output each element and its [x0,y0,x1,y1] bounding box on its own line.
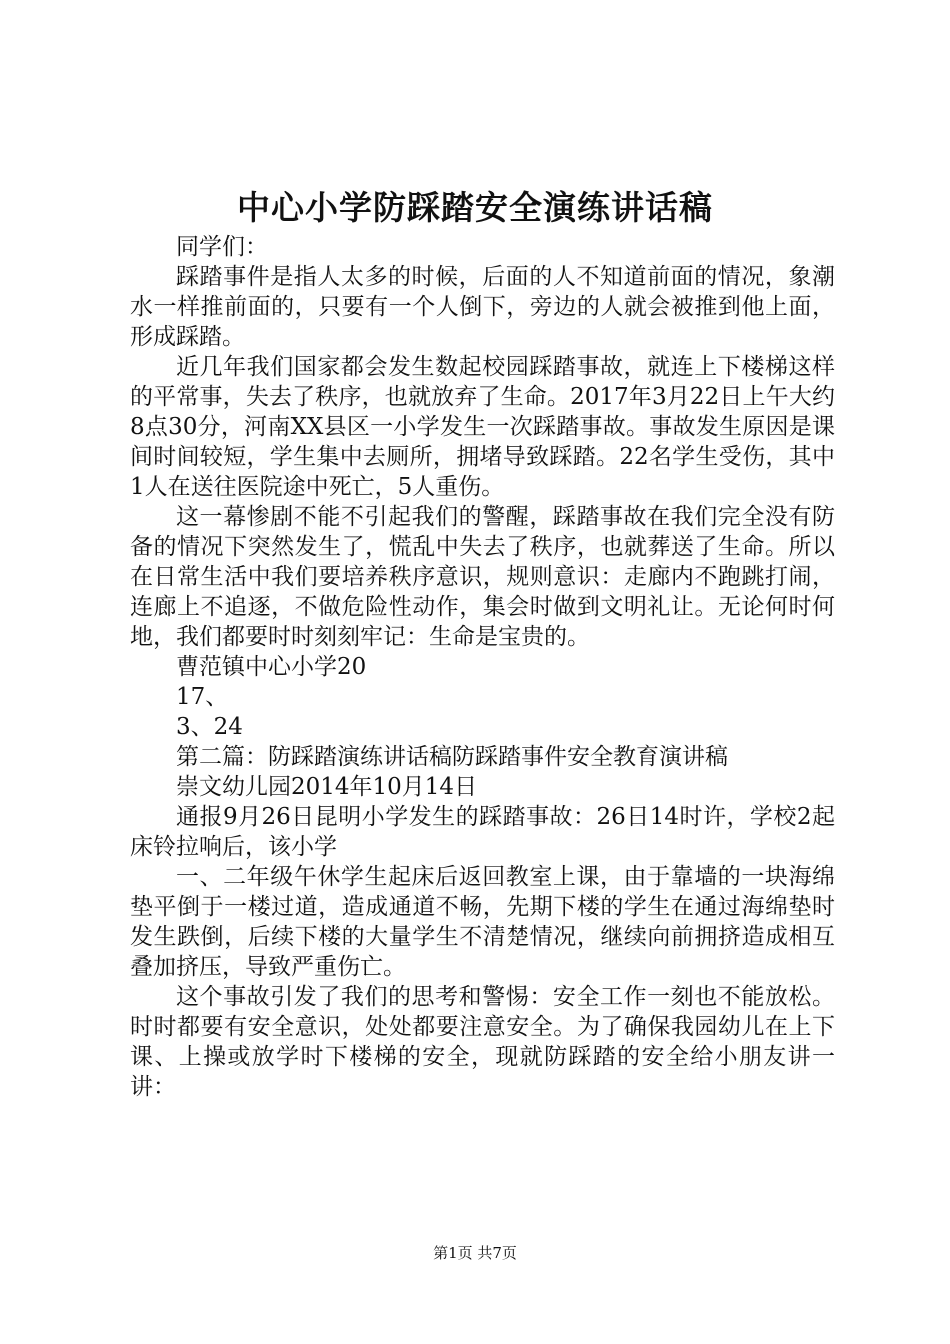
paragraph: 踩踏事件是指人太多的时候，后面的人不知道前面的情况，象潮水一样推前面的，只要有一个人倒下，旁边的人就会被推到他上面，形成踩踏。 [130,264,835,350]
page-footer: 第1页 共7页 [433,1244,517,1262]
paragraph: 第二篇：防踩踏演练讲话稿防踩踏事件安全教育演讲稿 [176,744,728,770]
paragraph: 曹范镇中心小学20 [176,654,367,680]
paragraph: 近几年我们国家都会发生数起校园踩踏事故，就连上下楼梯这样的平常事，失去了秩序，也就放弃了生命。2017年3月22日上午大约8点30分，河南XX县区一小学发生一次踩踏事故。事故发生原因是课间时间较短，学生集中去厕所，拥堵导致踩踏。22名学生受伤，其中1人在送往医院途中死亡，5人重伤。 [130,354,835,500]
paragraph: 17、 [176,684,229,710]
document-body [130,232,835,1102]
paragraph: 这个事故引发了我们的思考和警惕：安全工作一刻也不能放松。时时都要有安全意识，处处都要注意安全。为了确保我园幼儿在上下课、上操或放学时下楼梯的安全，现就防踩踏的安全给小朋友讲一讲： [130,984,835,1100]
paragraph: 这一幕惨剧不能不引起我们的警醒，踩踏事故在我们完全没有防备的情况下突然发生了，慌乱中失去了秩序，也就葬送了生命。所以在日常生活中我们要培养秩序意识，规则意识：走廊内不跑跳打闹，连廊上不追逐，不做危险性动作，集会时做到文明礼让。无论何时何地，我们都要时时刻刻牢记：生命是宝贵的。 [130,504,835,650]
paragraph: 通报9月26日昆明小学发生的踩踏事故：26日14时许，学校2起床铃拉响后，该小学 [130,804,835,860]
paragraph: 崇文幼儿园2014年10月14日 [176,774,478,800]
paragraph: 同学们： [176,234,268,260]
paragraph: 一、二年级午休学生起床后返回教室上课，由于靠墙的一块海绵垫平倒于一楼过道，造成通道不畅，先期下楼的学生在通过海绵垫时发生跌倒，后续下楼的大量学生不清楚情况，继续向前拥挤造成相互叠加挤压，导致严重伤亡。 [130,864,835,980]
document-title: 中心小学防踩踏安全演练讲话稿 [237,188,713,227]
paragraph: 3、24 [176,714,243,740]
